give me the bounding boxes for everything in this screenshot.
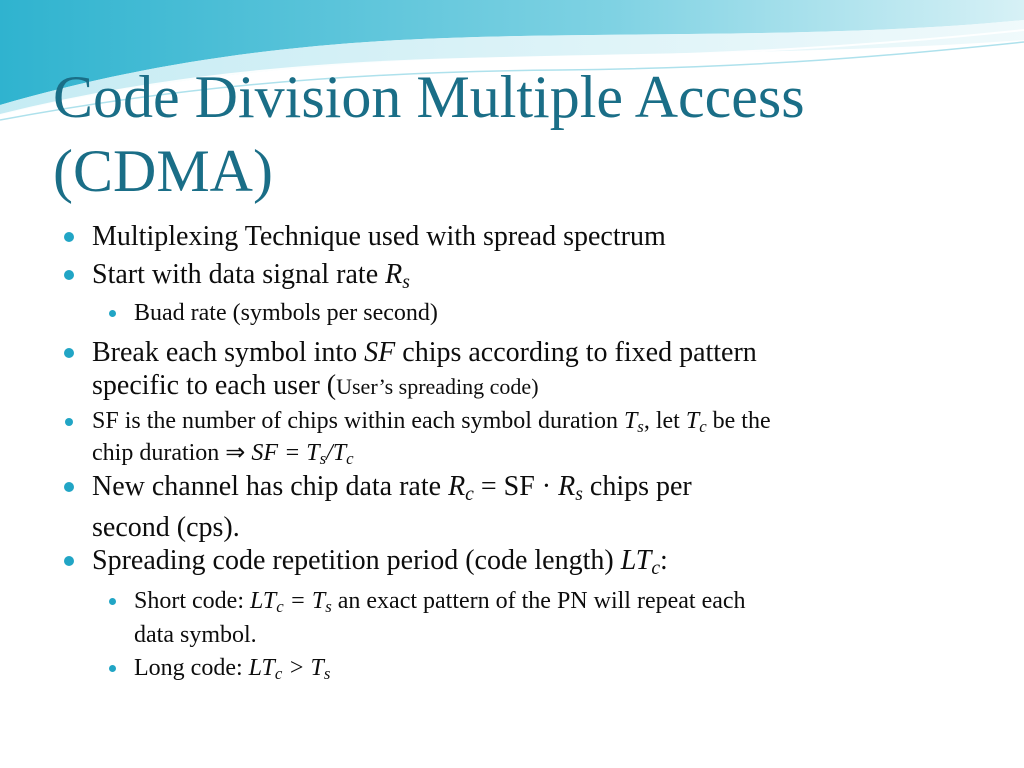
bullet-2-text: Start with data signal rate: [92, 259, 386, 290]
sub-bullet-6a: [134, 587, 1004, 650]
bullet-1: [92, 220, 992, 253]
sub-bullet-6a-post: an exact pattern of the PN will repeat each: [331, 588, 746, 614]
bullet-5-line-2-text: second (cps).: [92, 511, 240, 543]
sub-bullet-dot-6b: [109, 665, 116, 672]
bullet-3-line-1: [92, 336, 992, 369]
bullet-5-mid: = SF ·: [473, 471, 559, 502]
bullet-6: [92, 544, 992, 585]
sub-bullet-6a-c: c: [276, 597, 284, 617]
bullet-4-pre: SF is the number of chips within each symbol duration: [92, 408, 624, 434]
bullet-dot-1: [64, 232, 74, 242]
bullet-4-line-2-pre: chip duration ⇒: [92, 440, 252, 467]
bullet-6-pre: Spreading code repetition period (code length): [92, 545, 621, 576]
bullet-3-post: chips according to fixed pattern: [395, 337, 757, 368]
bullet-4-line-2-s: s: [319, 449, 327, 469]
sub-bullet-2a-text: Buad rate (symbols per second): [134, 300, 438, 326]
bullet-3: [92, 336, 992, 403]
sub-bullet-6a-line-2: [134, 621, 1004, 650]
bullet-5-line-1: [92, 470, 992, 511]
bullet-5-R: R: [448, 471, 466, 502]
bullet-3-line-2-text: specific to each user (: [92, 370, 337, 401]
bullet-4-line-2-c: c: [346, 449, 354, 469]
bullet-5-c: c: [465, 483, 474, 505]
bullet-5: [92, 470, 992, 544]
bullet-5-line-2: [92, 511, 992, 544]
bullet-4-line-2: [92, 440, 1002, 472]
bullet-dot-3: [64, 348, 74, 358]
bullet-6-post: :: [660, 545, 668, 576]
sub-bullet-6a-s: s: [325, 597, 332, 617]
sub-bullet-6a-math: LT: [249, 588, 277, 614]
bullet-4-line-2-math: SF = T: [251, 440, 320, 467]
bullet-4: [92, 408, 1002, 472]
bullet-4-c: c: [699, 417, 707, 437]
bullet-4-T: T: [623, 408, 638, 434]
bullet-4-mid: , let: [643, 408, 686, 434]
sub-bullet-6b-math: LT: [248, 655, 275, 681]
bullet-4-s: s: [637, 417, 644, 437]
title-line-2: (CDMA): [53, 138, 273, 204]
sub-bullet-6b-gt: > T: [282, 655, 324, 681]
sub-bullet-dot-2a: [109, 310, 116, 317]
bullet-dot-4: [65, 418, 73, 426]
bullet-dot-2: [64, 270, 74, 280]
sub-bullet-6a-eq: = T: [283, 588, 326, 614]
sub-bullet-2a: [134, 299, 994, 328]
bullet-4-line-1: [92, 408, 1002, 440]
sub-bullet-6b-s: s: [323, 664, 331, 684]
bullet-5-pre: New channel has chip data rate: [92, 471, 449, 502]
bullet-1-text: Multiplexing Technique used with spread spectrum: [92, 221, 666, 252]
bullet-5-R2: R: [558, 471, 576, 502]
sub-bullet-6b-pre: Long code:: [134, 655, 249, 681]
bullet-3-math: SF: [364, 337, 396, 368]
sub-bullet-6a-pre: Short code:: [134, 588, 250, 614]
bullet-2-math: R: [385, 259, 403, 290]
bullet-3-line-2: [92, 369, 992, 403]
bullet-5-s: s: [575, 483, 583, 505]
bullet-5-post: chips per: [582, 471, 692, 502]
sub-bullet-6a-line-1: [134, 587, 1004, 621]
bullet-4-line-2-slash: /T: [326, 440, 347, 467]
bullet-2-sub: s: [402, 271, 410, 293]
bullet-4-Tc: T: [685, 408, 700, 434]
bullet-6-c: c: [651, 557, 661, 579]
sub-bullet-6b-c: c: [274, 664, 283, 684]
bullet-6-math: LT: [620, 545, 652, 576]
bullet-2: [92, 258, 992, 299]
bullet-3-pre: Break each symbol into: [92, 337, 365, 368]
sub-bullet-6b: [134, 654, 994, 688]
bullet-dot-5: [64, 482, 74, 492]
title-line-1: Code Division Multiple Access: [53, 64, 805, 130]
bullet-3-spreading-code: User’s spreading code): [336, 374, 539, 399]
bullet-dot-6: [64, 556, 74, 566]
sub-bullet-6a-line-2-text: data symbol.: [134, 622, 257, 649]
sub-bullet-dot-6a: [109, 598, 116, 605]
bullet-4-post: be the: [706, 408, 771, 434]
